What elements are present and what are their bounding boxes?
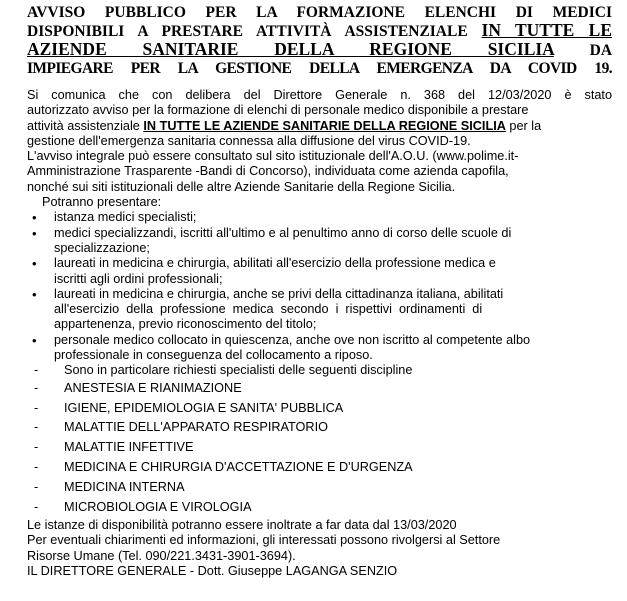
intro-line: autorizzato avviso per la formazione di elenchi di personale medico disponibile a prestare: [27, 103, 529, 118]
discipline-name: MALATTIE DELL'APPARATO RESPIRATORIO: [64, 420, 328, 435]
list-item: [27, 210, 612, 225]
closing-section: [27, 518, 612, 579]
dash-icon: -: [34, 400, 39, 415]
title-line-4: IMPIEGARE PER LA GESTIONE DELLA EMERGENZA DA COVID 19.: [27, 60, 612, 77]
discipline-name: ANESTESIA E RIANIMAZIONE: [64, 380, 242, 395]
list-item-line: medici specializzandi, iscritti all'ultimo e al penultimo anno di corso delle scuole di: [54, 225, 512, 240]
bullet-icon: •: [32, 286, 37, 302]
list-item-line: laureati in medicina e chirurgia, anche se privi della cittadinanza italiana, abilitati: [54, 286, 504, 301]
intro-line: Si comunica che con delibera del Direttore Generale n. 368 del 12/03/2020 è stato: [27, 88, 612, 102]
title-line-1: AVVISO PUBBLICO PER LA FORMAZIONE ELENCHI DI MEDICI: [27, 4, 612, 21]
notice-title: [27, 4, 612, 77]
discipline-item: [27, 478, 612, 498]
title-line-3: [27, 40, 612, 60]
discipline-item: [27, 498, 612, 518]
dash-icon: -: [34, 420, 39, 435]
discipline-item: [27, 458, 612, 478]
list-item-line: laureati in medicina e chirurgia, abilitati all'esercizio della professione medica e: [54, 256, 496, 271]
discipline-name: MICROBIOLOGIA E VIROLOGIA: [64, 500, 252, 515]
intro-text: attività assistenziale: [27, 118, 144, 133]
title-line-2: [27, 21, 612, 40]
bullet-icon: •: [32, 225, 37, 241]
bullet-icon: •: [32, 332, 37, 348]
list-item: [27, 226, 612, 257]
notice-body: [27, 88, 612, 579]
discipline-item: [27, 438, 612, 458]
list-item-line: istanza medici specialisti;: [54, 210, 197, 225]
intro-highlight: IN TUTTE LE AZIENDE SANITARIE DELLA REGIONE SICILIA: [143, 118, 506, 133]
discipline-item: [27, 379, 612, 399]
list-item-line: iscritti agli ordini professionali;: [54, 271, 223, 286]
dash-icon: -: [34, 500, 39, 515]
closing-line: Per eventuali chiarimenti ed informazioni, gli interessati possono rivolgersi al Settore: [27, 533, 501, 548]
intro-line: Amministrazione Trasparente -Bandi di Concorso), individuata come azienda capofila,: [27, 164, 509, 179]
eligibility-list: [27, 210, 612, 363]
list-item-line: specializzazione;: [54, 240, 150, 255]
discipline-name: MEDICINA INTERNA: [64, 480, 185, 495]
intro-line: [27, 119, 612, 134]
discipline-name: MALATTIE INFETTIVE: [64, 440, 194, 455]
list-item: [27, 333, 612, 364]
disciplines-list: [27, 379, 612, 518]
list-item-line: all'esercizio della professione medica secondo i rispettivi ordinamenti di: [54, 302, 483, 317]
closing-line: Le istanze di disponibilità potranno essere inoltrate a far data dal 13/03/2020: [27, 517, 457, 532]
closing-line: Risorse Umane (Tel. 090/221.3431-3901-3694).: [27, 548, 296, 563]
dash-icon: -: [34, 440, 39, 455]
present-label: Potranno presentare:: [42, 195, 162, 210]
signature-line: IL DIRETTORE GENERALE - Dott. Giuseppe LAGANGA SENZIO: [27, 563, 398, 578]
intro-line: gestione dell'emergenza sanitaria connessa alla diffusione del virus COVID-19.: [27, 133, 471, 148]
title-highlight-1: IN TUTTE LE: [481, 20, 612, 40]
intro-paragraph: [27, 88, 612, 195]
bullet-icon: •: [32, 210, 37, 226]
discipline-item: [27, 418, 612, 438]
discipline-item: [27, 399, 612, 419]
title-line-2-text: DISPONIBILI A PRESTARE ATTIVITÀ ASSISTENZIALE: [27, 23, 482, 40]
intro-text: per la: [505, 118, 542, 133]
list-item: [27, 256, 612, 287]
disciplines-intro: [27, 363, 612, 378]
dash-icon: -: [34, 480, 39, 495]
dash-icon: -: [34, 460, 39, 475]
discipline-name: IGIENE, EPIDEMIOLOGIA E SANITA' PUBBLICA: [64, 400, 344, 415]
dash-icon: -: [34, 363, 39, 378]
discipline-name: MEDICINA E CHIRURGIA D'ACCETTAZIONE E D'URGENZA: [64, 460, 413, 475]
title-highlight-2: AZIENDE SANITARIE DELLA REGIONE SICILIA: [27, 39, 554, 59]
intro-line: L'avviso integrale può essere consultato sul sito istituzionale dell'A.O.U. (www.polime.it-: [27, 149, 519, 164]
intro-line: nonché sui siti istituzionali delle altre Aziende Sanitarie della Regione Sicilia.: [27, 179, 456, 194]
bullet-icon: •: [32, 256, 37, 272]
title-line-3-tail: DA: [589, 42, 613, 59]
list-item-line: personale medico collocato in quiescenza, anche ove non iscritto al competente albo: [54, 332, 531, 347]
list-item-line: appartenenza, previo riconoscimento del titolo;: [54, 317, 317, 332]
dash-icon: -: [34, 380, 39, 395]
list-item: [27, 287, 612, 333]
list-item-line: professionale in conseguenza del collocamento a riposo.: [54, 348, 373, 363]
disciplines-intro-text: Sono in particolare richiesti specialisti delle seguenti discipline: [64, 363, 413, 378]
